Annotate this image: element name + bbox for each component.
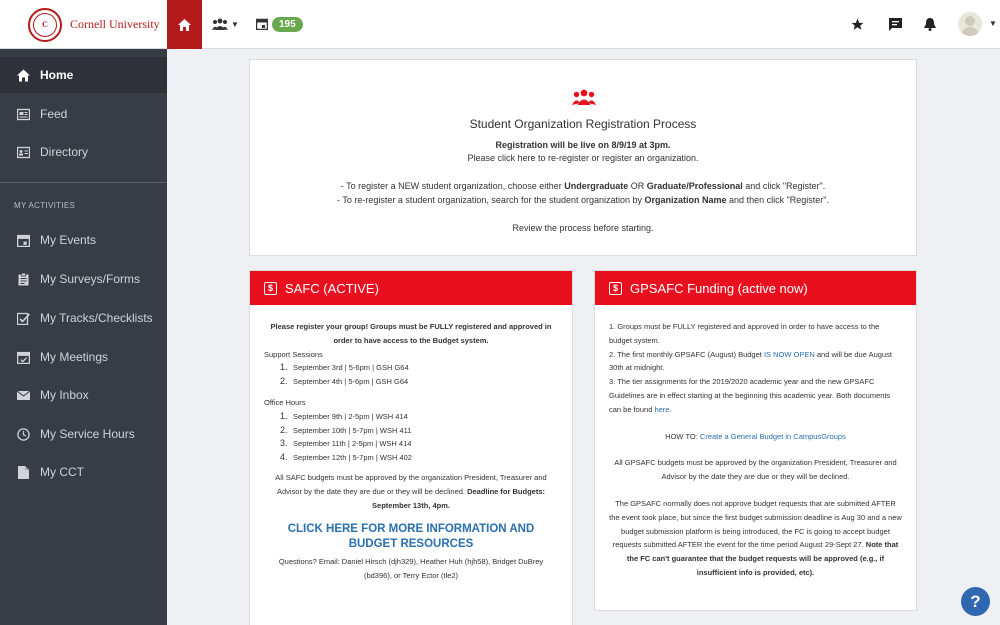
gpsafc-item-3: 3. The tier assignments for the 2019/2020 academic year and the new GPSAFC Guidelines are in effect starting at the beginning this academic year. Both documents can be found here. [609,377,891,414]
sidebar-item-label: My Surveys/Forms [40,272,141,286]
list-item: 1. September 9th | 2-5pm | WSH 414 [280,410,558,424]
sidebar-item-my-surveys-forms[interactable] [0,261,167,297]
documents-here-link[interactable]: here. [654,404,672,414]
cornell-logo[interactable] [0,0,167,49]
banner-title: Student Organization Registration Process [469,117,697,131]
events-menu[interactable] [256,14,303,34]
dollar-icon: $ [264,282,277,295]
safc-title: SAFC (ACTIVE) [285,280,379,296]
home-icon [178,19,191,31]
list-item: 4. September 12th | 5-7pm | WSH 402 [280,451,558,465]
list-item: 3. September 11th | 2-5pm | WSH 414 [280,437,558,451]
chat-icon [889,18,902,31]
calendar-icon [256,18,268,30]
gpsafc-panel-header [595,271,916,305]
clock-icon [17,428,30,441]
mail-icon [17,389,30,402]
register-click-here-text[interactable]: Please click here to re-register or register an organization. [467,153,699,163]
bell-icon [924,18,936,31]
office-hours-label: Office Hours [264,397,306,407]
safc-body [250,305,572,583]
gpsafc-body [595,305,916,580]
support-sessions-list [280,361,558,389]
home-tab[interactable] [167,0,202,49]
list-item: 2. September 10th | 5-7pm | WSH 411 [280,424,558,438]
clipboard-icon [17,273,30,286]
howto-line: HOW TO: Create a General Budget in CampusGroups [665,431,846,441]
new-org-instructions: - To register a NEW student organization, choose either Undergraduate OR Graduate/Professional and click "Register". [340,181,826,191]
gpsafc-approval-text: All GPSAFC budgets must be approved by the organization President, Treasurer and Advisor by the date they are due or they will be declined. [614,458,897,482]
sidebar-item-my-tracks-checklists[interactable] [0,300,167,336]
create-budget-link[interactable]: Create a General Budget in CampusGroups [699,431,846,441]
sidebar-item-label: My Tracks/Checklists [40,311,153,325]
registration-live-date: Registration will be live on 8/9/19 at 3pm. [495,140,671,150]
sidebar-item-my-service-hours[interactable] [0,416,167,452]
groups-icon [212,18,228,30]
avatar-chevron-down-icon[interactable]: ▼ [989,19,997,28]
sidebar [0,49,167,625]
sidebar-item-label: My CCT [40,465,84,479]
budget-open-link[interactable]: IS NOW OPEN [763,349,815,359]
events-count-badge: 195 [272,17,303,32]
cornell-seal-icon: C [28,8,62,42]
help-button[interactable] [961,587,990,616]
sidebar-item-feed[interactable] [0,96,167,132]
sidebar-item-home[interactable] [0,57,167,93]
directory-icon [17,146,30,159]
gpsafc-title: GPSAFC Funding (active now) [630,280,808,296]
top-bar [0,0,1000,49]
sidebar-item-my-inbox[interactable] [0,377,167,413]
safc-intro: Please register your group! Groups must be FULLY registered and approved in order to have access to the Budget system. [270,322,552,345]
gpsafc-item-1: 1. Groups must be FULLY registered and approved in order to have access to the budget system. [609,322,880,345]
sidebar-item-label: Feed [40,107,68,121]
section-label-my-activities: MY ACTIVITIES [14,201,76,210]
checklist-icon [17,312,30,325]
sidebar-item-label: My Service Hours [40,427,135,441]
sidebar-divider [0,182,167,183]
list-item: 2. September 4th | 5-6pm | GSH G64 [280,375,558,389]
list-item: 1. September 3rd | 5-6pm | GSH G64 [280,361,558,375]
file-icon [17,466,30,479]
messages-button[interactable] [889,14,902,34]
meeting-icon [17,351,30,364]
user-avatar[interactable] [958,12,982,36]
notifications-button[interactable] [924,14,936,34]
sidebar-item-label: Home [40,68,74,82]
sidebar-item-my-cct[interactable] [0,454,167,490]
chevron-down-icon: ▼ [231,19,239,29]
registration-banner [249,59,917,256]
sidebar-item-my-meetings[interactable] [0,339,167,375]
safc-panel-header [250,271,572,305]
safc-panel [249,270,573,625]
dollar-icon: $ [609,282,622,295]
safc-approval-text: All SAFC budgets must be approved by the organization President, Treasurer and Advisor by the date they are due or they will be declined. Deadline for Budgets: September 13th, 4pm. [275,472,547,510]
safc-questions: Questions? Email: Daniel Hirsch (djh329), Heather Huh (hjh58), Bridget DuBrey (bd396), or Terry Ector (tle2) [278,557,544,581]
calendar-icon [17,234,30,247]
favorites-button[interactable] [851,14,864,34]
sidebar-item-label: Directory [40,145,89,159]
gpsafc-item-2: 2. The first monthly GPSAFC (August) Budget IS NOW OPEN and will be due August 30th at midnight. [609,349,892,373]
feed-icon [17,108,30,121]
sidebar-item-my-events[interactable] [0,222,167,258]
office-hours-list [280,410,558,465]
more-info-link[interactable]: CLICK HERE FOR MORE INFORMATION AND BUDGET RESOURCES [287,523,535,551]
groups-icon [572,89,596,105]
sidebar-item-label: My Meetings [40,350,109,364]
gpsafc-policy-text: The GPSAFC normally does not approve budget requests that are submitted AFTER the event took place, but since the first budget submission deadline is Aug 30 and a new budget submission platform is being introduced, the FC is going to accept budget requests submitted AFTER the event for the time period August 29-Sept 27. Note that the FC can't guarantee that the budget requests will be approved (e.g., if insufficient info is provided, etc). [609,498,902,577]
review-process-link[interactable]: Review the process before starting. [512,223,654,233]
gpsafc-panel [594,270,917,611]
groups-menu[interactable] [212,14,239,34]
sidebar-item-directory[interactable] [0,134,167,170]
reregister-instructions: - To re-register a student organization, search for the student organization by Organization Name and then click "Register". [337,195,829,205]
sidebar-item-label: My Events [40,233,97,247]
sidebar-item-label: My Inbox [40,388,89,402]
star-icon [851,18,864,31]
logo-text: Cornell University [70,17,160,31]
help-question-icon: ? [970,591,981,611]
home-icon [17,69,30,82]
support-sessions-label: Support Sessions [264,349,323,359]
